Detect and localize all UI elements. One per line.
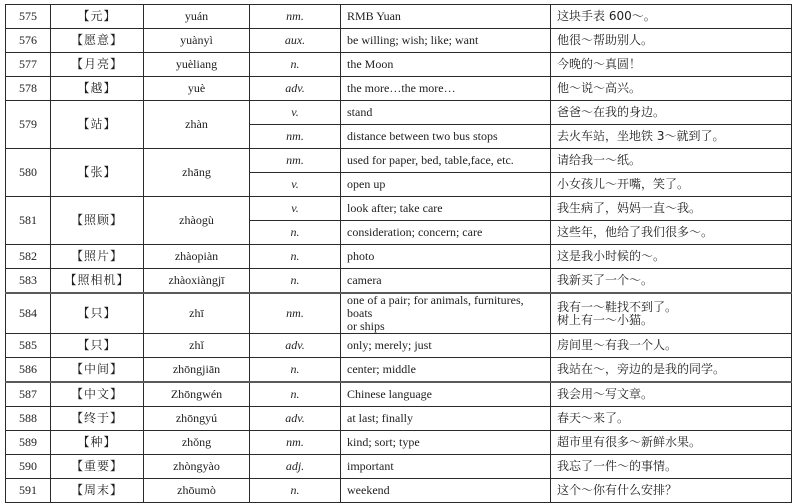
entry-hanzi: 【愿意】 xyxy=(51,29,144,53)
entry-example: 超市里有很多～新鲜水果。 xyxy=(551,431,792,455)
entry-number: 580 xyxy=(6,149,51,197)
entry-example: 我生病了，妈妈一直～我。 xyxy=(551,197,792,221)
table-row xyxy=(6,197,792,221)
entry-pos: n. xyxy=(250,382,341,407)
entry-pinyin: Zhōngwén xyxy=(144,382,250,407)
table-row xyxy=(6,53,792,77)
entry-number: 578 xyxy=(6,77,51,101)
entry-pinyin: zhǐ xyxy=(144,334,250,358)
entry-pinyin: yuè xyxy=(144,77,250,101)
entry-meaning: be willing; wish; like; want xyxy=(341,29,551,53)
table-row xyxy=(6,101,792,125)
entry-pos: nm. xyxy=(250,293,341,334)
table-row xyxy=(6,245,792,269)
entry-meaning: photo xyxy=(341,245,551,269)
example-line: 树上有一～小猫。 xyxy=(557,312,654,327)
entry-example: 爸爸～在我的身边。 xyxy=(551,101,792,125)
entry-meaning: weekend xyxy=(341,479,551,503)
entry-number: 591 xyxy=(6,479,51,503)
meaning-line: or ships xyxy=(347,319,385,333)
entry-pos: adv. xyxy=(250,77,341,101)
entry-meaning: stand xyxy=(341,101,551,125)
table-row xyxy=(6,293,792,334)
entry-example: 房间里～有我一个人。 xyxy=(551,334,792,358)
entry-example: 小女孩儿～开嘴，笑了。 xyxy=(551,173,792,197)
entry-number: 583 xyxy=(6,269,51,294)
table-row xyxy=(6,269,792,294)
entry-meaning: camera xyxy=(341,269,551,294)
entry-number: 585 xyxy=(6,334,51,358)
entry-number: 590 xyxy=(6,455,51,479)
entry-number: 586 xyxy=(6,358,51,383)
entry-hanzi: 【照片】 xyxy=(51,245,144,269)
table-row xyxy=(6,431,792,455)
entry-pinyin: zhòngyào xyxy=(144,455,250,479)
entry-pinyin: zhàogù xyxy=(144,197,250,245)
table-row xyxy=(6,382,792,407)
entry-pinyin: zhǒng xyxy=(144,431,250,455)
entry-example: 春天～来了。 xyxy=(551,407,792,431)
entry-pinyin: yuànyì xyxy=(144,29,250,53)
entry-pinyin: zhōumò xyxy=(144,479,250,503)
table-row xyxy=(6,407,792,431)
entry-example: 请给我一～纸。 xyxy=(551,149,792,173)
entry-example: 这个～你有什么安排？ xyxy=(551,479,792,503)
table-row xyxy=(6,334,792,358)
entry-pos: n. xyxy=(250,221,341,245)
entry-number: 584 xyxy=(6,293,51,334)
meaning-line: one of a pair; for animals, furnitures, boats xyxy=(347,293,524,320)
entry-pos: v. xyxy=(250,101,341,125)
entry-meaning: kind; sort; type xyxy=(341,431,551,455)
entry-meaning xyxy=(341,293,551,334)
entry-pinyin: yuèliang xyxy=(144,53,250,77)
entry-hanzi: 【中文】 xyxy=(51,382,144,407)
table-row xyxy=(6,479,792,503)
entry-meaning: important xyxy=(341,455,551,479)
entry-example: 我会用～写文章。 xyxy=(551,382,792,407)
entry-hanzi: 【只】 xyxy=(51,293,144,334)
entry-pinyin: zhàopiàn xyxy=(144,245,250,269)
entry-pos: adj. xyxy=(250,455,341,479)
entry-meaning: consideration; concern; care xyxy=(341,221,551,245)
entry-number: 589 xyxy=(6,431,51,455)
entry-pos: n. xyxy=(250,358,341,383)
entry-meaning: RMB Yuan xyxy=(341,5,551,29)
entry-pos: nm. xyxy=(250,5,341,29)
entry-meaning: open up xyxy=(341,173,551,197)
table-row xyxy=(6,29,792,53)
entry-example: 去火车站，坐地铁 3～就到了。 xyxy=(551,125,792,149)
entry-number: 588 xyxy=(6,407,51,431)
entry-hanzi: 【站】 xyxy=(51,101,144,149)
entry-number: 575 xyxy=(6,5,51,29)
entry-meaning: center; middle xyxy=(341,358,551,383)
entry-pos: adv. xyxy=(250,334,341,358)
table-row xyxy=(6,455,792,479)
entry-number: 577 xyxy=(6,53,51,77)
entry-meaning: distance between two bus stops xyxy=(341,125,551,149)
entry-pos: adv. xyxy=(250,407,341,431)
entry-hanzi: 【越】 xyxy=(51,77,144,101)
entry-pos: v. xyxy=(250,173,341,197)
entry-hanzi: 【周末】 xyxy=(51,479,144,503)
entry-pos: n. xyxy=(250,245,341,269)
entry-pinyin: zhī xyxy=(144,293,250,334)
vocabulary-table xyxy=(5,4,792,503)
table-row xyxy=(6,149,792,173)
table-row xyxy=(6,358,792,383)
entry-number: 587 xyxy=(6,382,51,407)
entry-pinyin: zhàoxiàngjī xyxy=(144,269,250,294)
entry-pos: nm. xyxy=(250,431,341,455)
entry-hanzi: 【中间】 xyxy=(51,358,144,383)
entry-number: 582 xyxy=(6,245,51,269)
entry-meaning: the more…the more… xyxy=(341,77,551,101)
entry-meaning: the Moon xyxy=(341,53,551,77)
entry-meaning: look after; take care xyxy=(341,197,551,221)
entry-pinyin: zhàn xyxy=(144,101,250,149)
entry-pos: aux. xyxy=(250,29,341,53)
entry-hanzi: 【元】 xyxy=(51,5,144,29)
entry-hanzi: 【照顾】 xyxy=(51,197,144,245)
entry-number: 581 xyxy=(6,197,51,245)
entry-hanzi: 【照相机】 xyxy=(51,269,144,294)
entry-pinyin: zhōngyú xyxy=(144,407,250,431)
entry-hanzi: 【终于】 xyxy=(51,407,144,431)
entry-example: 这是我小时候的～。 xyxy=(551,245,792,269)
entry-hanzi: 【只】 xyxy=(51,334,144,358)
entry-pinyin: zhāng xyxy=(144,149,250,197)
entry-example: 这些年，他给了我们很多～。 xyxy=(551,221,792,245)
entry-pos: v. xyxy=(250,197,341,221)
entry-example xyxy=(551,293,792,334)
entry-number: 579 xyxy=(6,101,51,149)
entry-hanzi: 【月亮】 xyxy=(51,53,144,77)
entry-example: 他很～帮助别人。 xyxy=(551,29,792,53)
entry-example: 我新买了一个～。 xyxy=(551,269,792,294)
entry-pos: n. xyxy=(250,479,341,503)
entry-pos: n. xyxy=(250,269,341,294)
entry-example: 今晚的～真圆！ xyxy=(551,53,792,77)
entry-pinyin: zhōngjiān xyxy=(144,358,250,383)
entry-meaning: Chinese language xyxy=(341,382,551,407)
entry-example: 我忘了一件～的事情。 xyxy=(551,455,792,479)
entry-example: 这块手表 600～。 xyxy=(551,5,792,29)
entry-meaning: at last; finally xyxy=(341,407,551,431)
entry-example: 他～说～高兴。 xyxy=(551,77,792,101)
entry-hanzi: 【张】 xyxy=(51,149,144,197)
entry-number: 576 xyxy=(6,29,51,53)
entry-meaning: used for paper, bed, table,face, etc. xyxy=(341,149,551,173)
entry-pos: nm. xyxy=(250,149,341,173)
entry-example: 我站在～，旁边的是我的同学。 xyxy=(551,358,792,383)
table-row xyxy=(6,5,792,29)
example-line: 我有一～鞋找不到了。 xyxy=(557,299,678,314)
table-row xyxy=(6,77,792,101)
entry-pos: n. xyxy=(250,53,341,77)
entry-meaning: only; merely; just xyxy=(341,334,551,358)
entry-hanzi: 【种】 xyxy=(51,431,144,455)
entry-hanzi: 【重要】 xyxy=(51,455,144,479)
entry-pos: nm. xyxy=(250,125,341,149)
entry-pinyin: yuán xyxy=(144,5,250,29)
